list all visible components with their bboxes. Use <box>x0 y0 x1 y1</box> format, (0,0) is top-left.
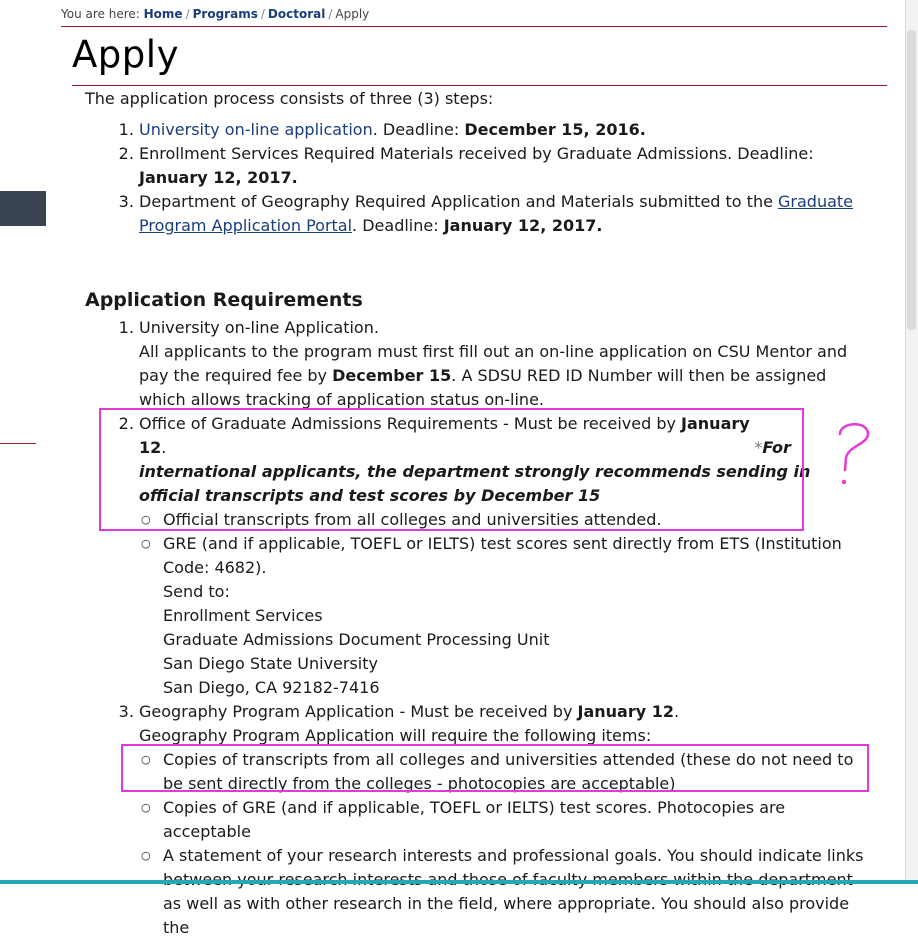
requirement-title: University on-line Application. <box>139 318 379 337</box>
step-text: . Deadline: <box>352 216 444 235</box>
address-line: Enrollment Services <box>163 606 323 625</box>
address-line: Graduate Admissions Document Processing Unit <box>163 630 550 649</box>
step-item <box>139 190 875 238</box>
bottom-bar <box>0 880 918 884</box>
header-rule <box>61 26 887 27</box>
breadcrumb-home-link[interactable]: Home <box>143 7 183 21</box>
list-item: ○ Official transcripts from all colleges and universities attended. <box>163 508 875 532</box>
requirement-deadline: December 15 <box>332 366 452 385</box>
breadcrumb-programs-link[interactable]: Programs <box>192 7 258 21</box>
international-note: For international applicants, the department strongly recommends sending in official transcripts and test scores by December 15 <box>139 438 811 505</box>
list-item: ○ A statement of your research interests and professional goals. You should indicate links as well as with other research in the field, where appropriate. You should also provide the <box>163 844 875 940</box>
step-text: . Deadline: <box>372 120 465 139</box>
scrollbar-thumb[interactable] <box>907 30 916 330</box>
step-deadline: January 12, 2017 <box>139 168 292 187</box>
step-end: . <box>639 120 646 139</box>
requirement-deadline: January <box>681 414 750 433</box>
steps-list <box>85 118 875 238</box>
breadcrumb-separator: / <box>185 7 190 21</box>
step-text: Enrollment Services Required Materials received by Graduate Admissions. Deadline: <box>139 144 814 163</box>
address-line: San Diego State University <box>163 654 378 673</box>
list-item: ○ Copies of transcripts from all colleges and universities attended (these do not need to be sent directly from the colleges - photocopies are acceptable) <box>163 748 875 796</box>
requirement-title: Office of Graduate Admissions Requirements - Must be received by <box>139 414 682 433</box>
requirement-deadline: January 12 <box>577 702 674 721</box>
question-mark-annotation <box>830 418 876 490</box>
requirements-heading: Application Requirements <box>85 289 363 311</box>
requirement-item <box>139 700 875 940</box>
gre-text: GRE (and if applicable, TOEFL or IELTS) test scores sent directly from ETS (Institution Code: 4682). <box>163 534 842 577</box>
side-divider <box>0 443 36 444</box>
requirement-end: . <box>161 438 167 457</box>
requirement-end: . <box>674 702 680 721</box>
side-tab[interactable] <box>0 191 46 226</box>
requirement-item <box>139 316 875 412</box>
requirement-body: All applicants to the program must first fill out an on-line application on CSU Mentor and pay the required fee by <box>139 342 848 385</box>
step-item <box>139 142 875 190</box>
requirement-title: Geography Program Application - Must be received by <box>139 702 578 721</box>
step-deadline: January 12, 2017 <box>443 216 597 235</box>
step-deadline: December 15, 2016 <box>464 120 640 139</box>
breadcrumb-separator: / <box>328 7 333 21</box>
step-end: . <box>596 216 603 235</box>
step-end: . <box>291 168 298 187</box>
step-item <box>139 118 875 142</box>
requirement-sub: Geography Program Application will require the following items: <box>139 726 652 745</box>
step-text: Department of Geography Required Application and Materials submitted to the <box>139 192 779 211</box>
note-star: * <box>754 438 763 457</box>
page-title: Apply <box>72 33 179 76</box>
breadcrumb <box>61 7 369 21</box>
requirement-deadline: 12 <box>139 438 162 457</box>
intro-text: The application process consists of three (3) steps: <box>85 89 494 108</box>
admissions-items <box>139 508 875 700</box>
annotation-box <box>99 408 804 531</box>
breadcrumb-current: Apply <box>335 7 370 21</box>
breadcrumb-doctoral-link[interactable]: Doctoral <box>267 7 326 21</box>
list-item: ○ Copies of GRE (and if applicable, TOEFL or IELTS) test scores. Photocopies are acceptable <box>163 796 875 844</box>
breadcrumb-prefix: You are here: <box>61 7 140 21</box>
address-line: San Diego, CA 92182-7416 <box>163 678 380 697</box>
online-application-link[interactable]: University on-line application <box>139 120 373 139</box>
send-to-label: Send to: <box>163 582 230 601</box>
application-portal-link[interactable]: Graduate Program Application Portal <box>139 192 854 235</box>
requirement-body: . A SDSU RED ID Number will then be assigned which allows tracking of application status on-line. <box>139 366 827 409</box>
annotation-box <box>121 744 869 792</box>
list-item <box>163 532 875 700</box>
breadcrumb-separator: / <box>260 7 265 21</box>
